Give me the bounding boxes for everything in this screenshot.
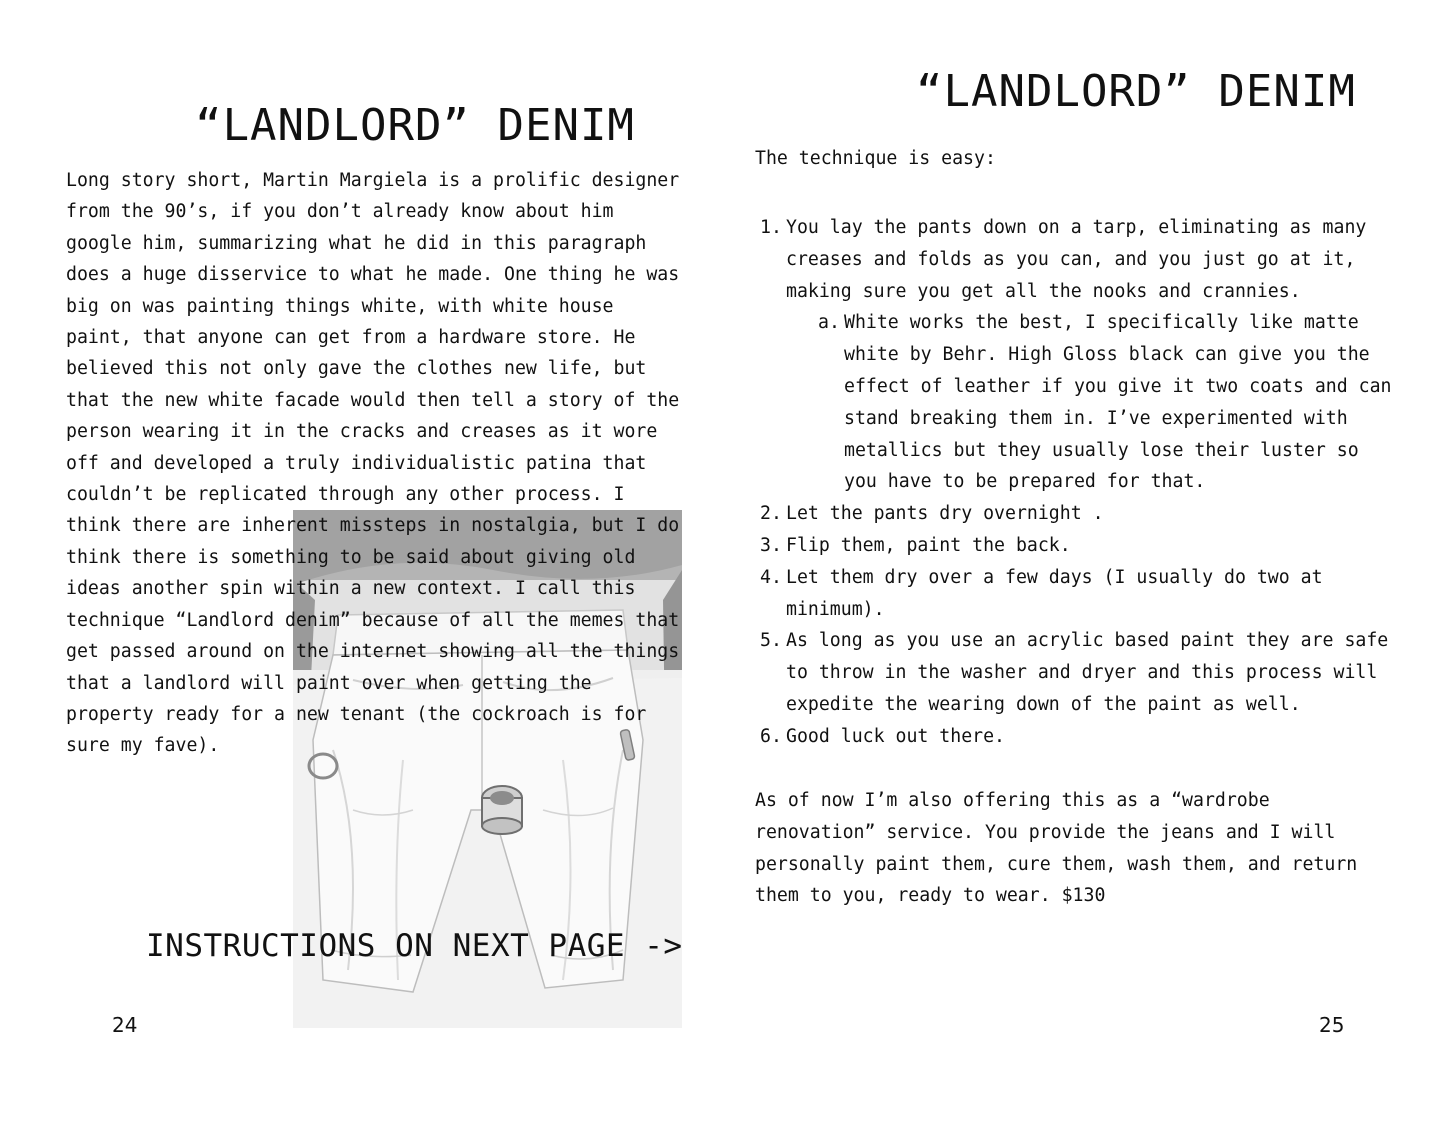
- step-text: Let the pants dry overnight .: [786, 503, 1104, 525]
- step-text: Let them dry over a few days (I usually do two at minimum).: [786, 566, 1323, 620]
- step-number: 6.: [760, 725, 782, 747]
- step-text: As long as you use an acrylic based paint they are safe to throw in the washer and dryer and this process will expedite the wearing down of the paint as well.: [786, 630, 1389, 715]
- step-item: [760, 530, 1400, 562]
- substeps-list: [786, 307, 1400, 498]
- step-item: [760, 562, 1400, 626]
- step-item: [760, 212, 1400, 498]
- step-item: [760, 625, 1400, 720]
- right-page-title: “LANDLORD” DENIM: [916, 66, 1356, 117]
- intro-paragraph: Long story short, Martin Margiela is a prolific designer from the 90’s, if you don’t already know about him google him, summarizing what he did in this paragraph does a huge disservice to what he made. One thing he was big on was painting things white, with white house paint, that anyone can get from a hardware store. He believed this not only gave the clothes new life, but that the new white facade would then tell a story of the person wearing it in the cracks and creases as it wore off and developed a truly individualistic patina that couldn’t be replicated through any other process. I think there are inherent missteps in nostalgia, but I do think there is something to be said about giving old ideas another spin within a new context. I call this technique “Landlord denim” because of all the memes that get passed around on the internet showing all the things that a landlord will paint over when getting the property ready for a new tenant (the cockroach is for sure my fave).: [66, 170, 680, 757]
- page-number-right: 25: [1319, 1013, 1345, 1037]
- step-number: 1.: [760, 217, 782, 238]
- substep-item: [818, 307, 1400, 498]
- step-text: You lay the pants down on a tarp, eliminating as many creases and folds as you can, and you just go at it, making sure you get all the nooks and crannies.: [786, 217, 1367, 302]
- step-number: 5.: [760, 630, 782, 652]
- step-number: 4.: [760, 566, 782, 588]
- page-number-left: 24: [112, 1013, 138, 1037]
- substep-text: White works the best, I specifically like matte white by Behr. High Gloss black can give you the effect of leather if you give it two coats and can stand breaking them in. I’ve experimented with metallics but they usually lose their luster so you have to be prepared for that.: [844, 312, 1392, 493]
- step-text: Flip them, paint the back.: [786, 534, 1071, 556]
- step-item: [760, 721, 1400, 753]
- substep-letter: a.: [818, 312, 840, 334]
- step-number: 3.: [760, 534, 782, 556]
- steps-list: [760, 212, 1400, 753]
- instructions-next-page: INSTRUCTIONS ON NEXT PAGE ->: [146, 928, 683, 964]
- left-page-title: “LANDLORD” DENIM: [195, 100, 635, 151]
- technique-intro: The technique is easy:: [755, 148, 996, 169]
- step-item: [760, 498, 1400, 530]
- step-number: 2.: [760, 503, 782, 525]
- service-offer-paragraph: As of now I’m also offering this as a “wardrobe renovation” service. You provide the jeans and I will personally paint them, cure them, wash them, and return them to you, ready to wear. $130: [755, 790, 1358, 907]
- step-text: Good luck out there.: [786, 725, 1005, 747]
